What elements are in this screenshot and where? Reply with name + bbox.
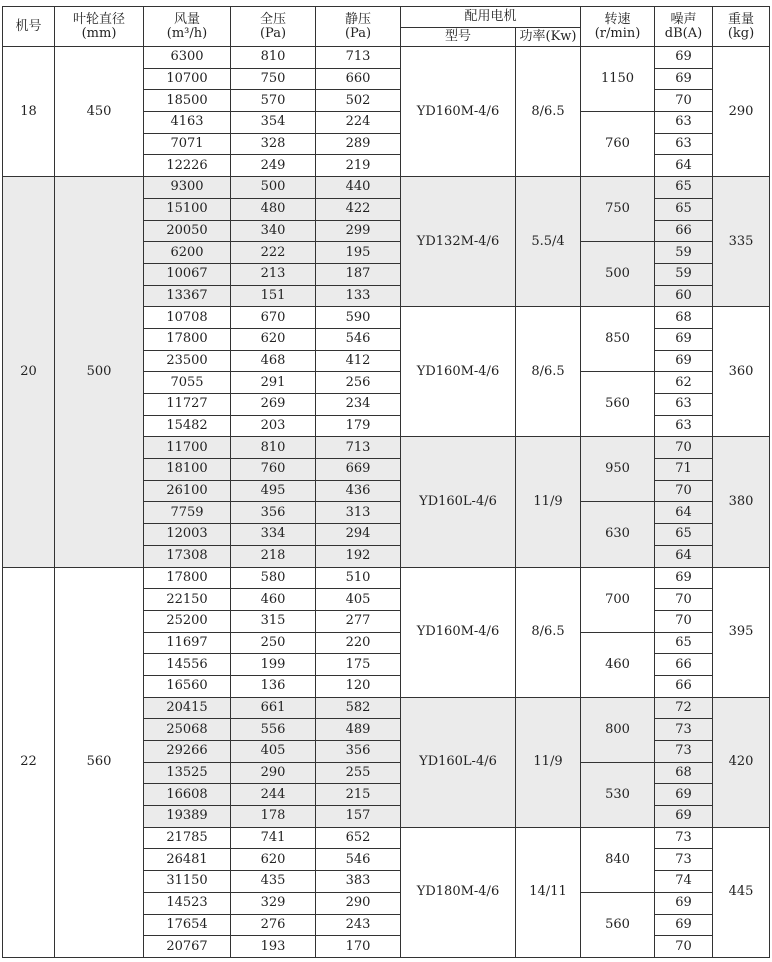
cell-airflow: 11697 [144, 632, 231, 654]
cell-static-pressure: 313 [316, 502, 401, 524]
cell-airflow: 11727 [144, 394, 231, 416]
cell-static-pressure: 669 [316, 459, 401, 481]
cell-total-pressure: 760 [231, 459, 316, 481]
cell-weight: 420 [713, 697, 770, 827]
cell-noise: 69 [655, 784, 713, 806]
cell-static-pressure: 356 [316, 741, 401, 763]
cell-airflow: 6200 [144, 242, 231, 264]
cell-total-pressure: 222 [231, 242, 316, 264]
cell-static-pressure: 383 [316, 871, 401, 893]
cell-motor-type: YD160L-4/6 [401, 697, 516, 827]
cell-airflow: 25200 [144, 610, 231, 632]
cell-static-pressure: 294 [316, 524, 401, 546]
cell-noise: 69 [655, 892, 713, 914]
header-motor-type: 型号 [401, 28, 516, 47]
cell-airflow: 10067 [144, 263, 231, 285]
cell-static-pressure: 299 [316, 220, 401, 242]
cell-speed: 800 [581, 697, 655, 762]
cell-static-pressure: 256 [316, 372, 401, 394]
cell-speed: 1150 [581, 47, 655, 112]
cell-airflow: 6300 [144, 47, 231, 69]
cell-speed: 630 [581, 502, 655, 567]
cell-static-pressure: 436 [316, 480, 401, 502]
cell-airflow: 7071 [144, 133, 231, 155]
cell-power: 14/11 [516, 827, 581, 957]
cell-airflow: 15100 [144, 198, 231, 220]
cell-total-pressure: 741 [231, 827, 316, 849]
cell-speed: 750 [581, 177, 655, 242]
cell-static-pressure: 660 [316, 68, 401, 90]
cell-static-pressure: 224 [316, 112, 401, 134]
cell-total-pressure: 269 [231, 394, 316, 416]
cell-power: 11/9 [516, 697, 581, 827]
cell-weight: 380 [713, 437, 770, 567]
cell-airflow: 9300 [144, 177, 231, 199]
cell-total-pressure: 480 [231, 198, 316, 220]
cell-speed: 560 [581, 372, 655, 437]
cell-noise: 65 [655, 177, 713, 199]
cell-static-pressure: 502 [316, 90, 401, 112]
cell-speed: 840 [581, 827, 655, 892]
cell-airflow: 21785 [144, 827, 231, 849]
cell-impeller: 450 [55, 47, 144, 177]
cell-noise: 65 [655, 198, 713, 220]
cell-airflow: 31150 [144, 871, 231, 893]
cell-static-pressure: 215 [316, 784, 401, 806]
cell-airflow: 17800 [144, 567, 231, 589]
cell-noise: 63 [655, 133, 713, 155]
cell-static-pressure: 489 [316, 719, 401, 741]
cell-speed: 760 [581, 112, 655, 177]
cell-noise: 74 [655, 871, 713, 893]
cell-airflow: 18100 [144, 459, 231, 481]
cell-total-pressure: 468 [231, 350, 316, 372]
cell-power: 8/6.5 [516, 307, 581, 437]
cell-airflow: 14523 [144, 892, 231, 914]
cell-static-pressure: 220 [316, 632, 401, 654]
cell-weight: 290 [713, 47, 770, 177]
cell-model-no: 20 [3, 177, 55, 567]
cell-airflow: 7759 [144, 502, 231, 524]
cell-total-pressure: 249 [231, 155, 316, 177]
cell-total-pressure: 203 [231, 415, 316, 437]
cell-airflow: 12003 [144, 524, 231, 546]
cell-noise: 70 [655, 90, 713, 112]
cell-airflow: 18500 [144, 90, 231, 112]
cell-speed: 700 [581, 567, 655, 632]
cell-total-pressure: 750 [231, 68, 316, 90]
cell-noise: 66 [655, 675, 713, 697]
cell-noise: 65 [655, 632, 713, 654]
cell-static-pressure: 179 [316, 415, 401, 437]
cell-total-pressure: 329 [231, 892, 316, 914]
table-row [3, 47, 770, 69]
cell-impeller: 560 [55, 567, 144, 957]
cell-static-pressure: 157 [316, 806, 401, 828]
cell-static-pressure: 652 [316, 827, 401, 849]
header-model-no: 机号 [3, 7, 55, 47]
cell-noise: 68 [655, 762, 713, 784]
cell-total-pressure: 178 [231, 806, 316, 828]
cell-power: 5.5/4 [516, 177, 581, 307]
cell-static-pressure: 243 [316, 914, 401, 936]
cell-static-pressure: 277 [316, 610, 401, 632]
cell-static-pressure: 120 [316, 675, 401, 697]
cell-static-pressure: 133 [316, 285, 401, 307]
header-static-pressure: 静压 (Pa) [316, 7, 401, 47]
cell-static-pressure: 255 [316, 762, 401, 784]
cell-speed: 560 [581, 892, 655, 957]
fan-spec-table [2, 6, 770, 958]
header-noise: 噪声 dB(A) [655, 7, 713, 47]
cell-airflow: 20767 [144, 936, 231, 958]
cell-static-pressure: 175 [316, 654, 401, 676]
cell-total-pressure: 620 [231, 328, 316, 350]
cell-impeller: 500 [55, 177, 144, 567]
cell-speed: 850 [581, 307, 655, 372]
cell-static-pressure: 192 [316, 545, 401, 567]
cell-airflow: 20415 [144, 697, 231, 719]
cell-static-pressure: 713 [316, 437, 401, 459]
cell-noise: 69 [655, 914, 713, 936]
cell-weight: 445 [713, 827, 770, 957]
cell-noise: 69 [655, 68, 713, 90]
header-airflow: 风量 (m³/h) [144, 7, 231, 47]
cell-motor-type: YD180M-4/6 [401, 827, 516, 957]
header-motor-group: 配用电机 [401, 7, 581, 28]
cell-motor-type: YD132M-4/6 [401, 177, 516, 307]
cell-airflow: 10708 [144, 307, 231, 329]
cell-total-pressure: 500 [231, 177, 316, 199]
cell-airflow: 12226 [144, 155, 231, 177]
cell-speed: 460 [581, 632, 655, 697]
cell-static-pressure: 510 [316, 567, 401, 589]
cell-noise: 60 [655, 285, 713, 307]
cell-total-pressure: 218 [231, 545, 316, 567]
cell-noise: 71 [655, 459, 713, 481]
cell-airflow: 13525 [144, 762, 231, 784]
cell-static-pressure: 440 [316, 177, 401, 199]
cell-airflow: 17800 [144, 328, 231, 350]
cell-noise: 64 [655, 502, 713, 524]
cell-airflow: 14556 [144, 654, 231, 676]
cell-noise: 73 [655, 719, 713, 741]
cell-motor-type: YD160M-4/6 [401, 307, 516, 437]
cell-noise: 70 [655, 610, 713, 632]
cell-total-pressure: 250 [231, 632, 316, 654]
cell-static-pressure: 170 [316, 936, 401, 958]
cell-airflow: 26481 [144, 849, 231, 871]
cell-noise: 63 [655, 415, 713, 437]
cell-noise: 70 [655, 589, 713, 611]
cell-noise: 73 [655, 849, 713, 871]
cell-noise: 59 [655, 263, 713, 285]
cell-noise: 66 [655, 654, 713, 676]
cell-airflow: 15482 [144, 415, 231, 437]
cell-speed: 530 [581, 762, 655, 827]
cell-noise: 59 [655, 242, 713, 264]
cell-static-pressure: 195 [316, 242, 401, 264]
cell-power: 11/9 [516, 437, 581, 567]
cell-noise: 73 [655, 741, 713, 763]
cell-static-pressure: 219 [316, 155, 401, 177]
cell-total-pressure: 661 [231, 697, 316, 719]
cell-total-pressure: 460 [231, 589, 316, 611]
header-speed: 转速 (r/min) [581, 7, 655, 47]
cell-model-no: 18 [3, 47, 55, 177]
header-power: 功率(Kw) [516, 28, 581, 47]
cell-static-pressure: 546 [316, 328, 401, 350]
cell-airflow: 17654 [144, 914, 231, 936]
cell-total-pressure: 199 [231, 654, 316, 676]
cell-airflow: 29266 [144, 741, 231, 763]
cell-total-pressure: 435 [231, 871, 316, 893]
cell-airflow: 7055 [144, 372, 231, 394]
cell-weight: 395 [713, 567, 770, 697]
cell-static-pressure: 422 [316, 198, 401, 220]
cell-airflow: 25068 [144, 719, 231, 741]
cell-total-pressure: 193 [231, 936, 316, 958]
cell-airflow: 11700 [144, 437, 231, 459]
cell-power: 8/6.5 [516, 567, 581, 697]
cell-total-pressure: 356 [231, 502, 316, 524]
table-row [3, 567, 770, 589]
cell-airflow: 26100 [144, 480, 231, 502]
cell-total-pressure: 570 [231, 90, 316, 112]
cell-noise: 64 [655, 545, 713, 567]
cell-total-pressure: 328 [231, 133, 316, 155]
cell-noise: 66 [655, 220, 713, 242]
cell-airflow: 4163 [144, 112, 231, 134]
cell-weight: 335 [713, 177, 770, 307]
cell-noise: 69 [655, 567, 713, 589]
cell-static-pressure: 289 [316, 133, 401, 155]
cell-noise: 69 [655, 47, 713, 69]
cell-noise: 65 [655, 524, 713, 546]
cell-noise: 70 [655, 480, 713, 502]
cell-airflow: 20050 [144, 220, 231, 242]
cell-noise: 68 [655, 307, 713, 329]
cell-total-pressure: 580 [231, 567, 316, 589]
cell-static-pressure: 187 [316, 263, 401, 285]
header-total-pressure: 全压 (Pa) [231, 7, 316, 47]
cell-motor-type: YD160M-4/6 [401, 47, 516, 177]
cell-model-no: 22 [3, 567, 55, 957]
cell-total-pressure: 136 [231, 675, 316, 697]
table-body [3, 47, 770, 958]
cell-noise: 70 [655, 437, 713, 459]
cell-noise: 63 [655, 394, 713, 416]
table-row [3, 177, 770, 199]
cell-airflow: 19389 [144, 806, 231, 828]
header-weight: 重量 (kg) [713, 7, 770, 47]
cell-total-pressure: 213 [231, 263, 316, 285]
cell-noise: 63 [655, 112, 713, 134]
cell-static-pressure: 546 [316, 849, 401, 871]
header-impeller: 叶轮直径 (mm) [55, 7, 144, 47]
cell-static-pressure: 405 [316, 589, 401, 611]
cell-total-pressure: 244 [231, 784, 316, 806]
cell-airflow: 10700 [144, 68, 231, 90]
cell-motor-type: YD160M-4/6 [401, 567, 516, 697]
cell-total-pressure: 810 [231, 437, 316, 459]
cell-static-pressure: 582 [316, 697, 401, 719]
cell-airflow: 23500 [144, 350, 231, 372]
cell-airflow: 13367 [144, 285, 231, 307]
cell-noise: 69 [655, 806, 713, 828]
cell-noise: 72 [655, 697, 713, 719]
cell-speed: 500 [581, 242, 655, 307]
cell-total-pressure: 810 [231, 47, 316, 69]
cell-total-pressure: 151 [231, 285, 316, 307]
cell-static-pressure: 713 [316, 47, 401, 69]
cell-static-pressure: 234 [316, 394, 401, 416]
cell-airflow: 22150 [144, 589, 231, 611]
cell-noise: 69 [655, 350, 713, 372]
cell-total-pressure: 334 [231, 524, 316, 546]
cell-noise: 73 [655, 827, 713, 849]
cell-total-pressure: 620 [231, 849, 316, 871]
cell-airflow: 16560 [144, 675, 231, 697]
cell-motor-type: YD160L-4/6 [401, 437, 516, 567]
cell-static-pressure: 290 [316, 892, 401, 914]
cell-airflow: 16608 [144, 784, 231, 806]
cell-noise: 64 [655, 155, 713, 177]
cell-total-pressure: 405 [231, 741, 316, 763]
cell-static-pressure: 590 [316, 307, 401, 329]
cell-noise: 70 [655, 936, 713, 958]
cell-total-pressure: 495 [231, 480, 316, 502]
table-header [3, 7, 770, 47]
cell-total-pressure: 354 [231, 112, 316, 134]
cell-noise: 69 [655, 328, 713, 350]
cell-total-pressure: 315 [231, 610, 316, 632]
cell-static-pressure: 412 [316, 350, 401, 372]
cell-weight: 360 [713, 307, 770, 437]
cell-total-pressure: 556 [231, 719, 316, 741]
cell-total-pressure: 340 [231, 220, 316, 242]
cell-power: 8/6.5 [516, 47, 581, 177]
cell-total-pressure: 670 [231, 307, 316, 329]
cell-total-pressure: 290 [231, 762, 316, 784]
cell-total-pressure: 291 [231, 372, 316, 394]
cell-speed: 950 [581, 437, 655, 502]
cell-noise: 62 [655, 372, 713, 394]
cell-airflow: 17308 [144, 545, 231, 567]
cell-total-pressure: 276 [231, 914, 316, 936]
